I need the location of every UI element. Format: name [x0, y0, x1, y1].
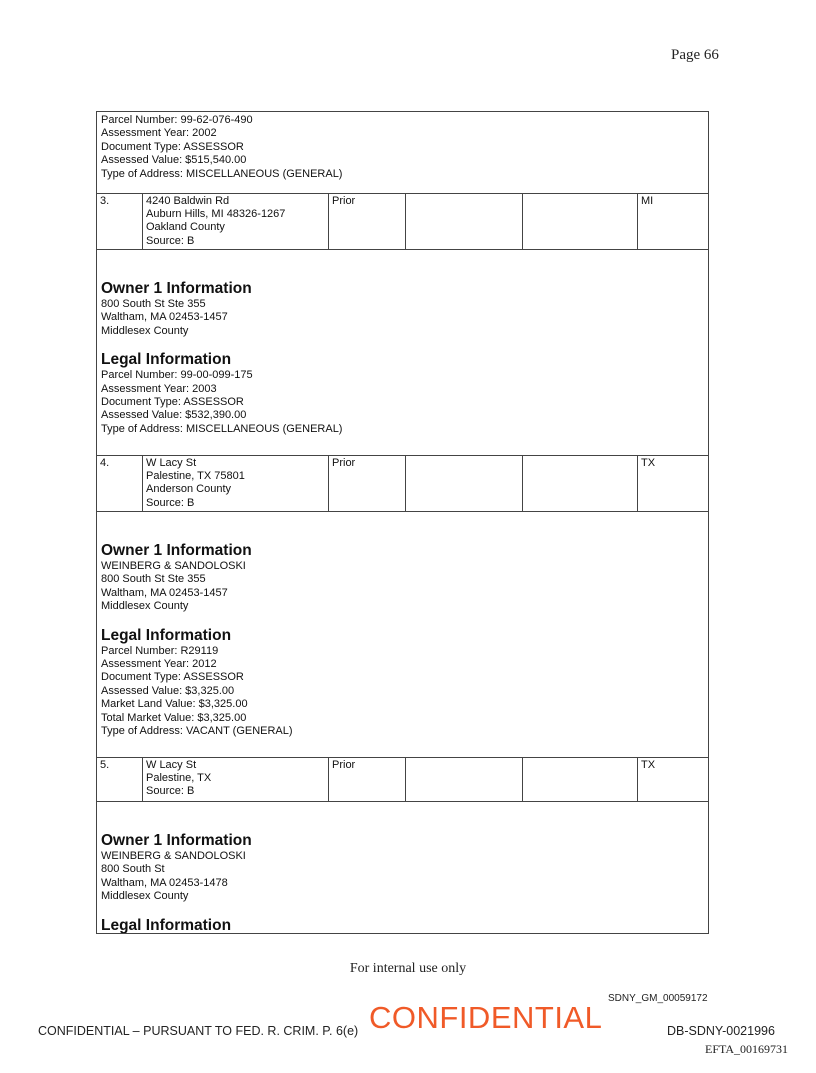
- row-number: 4.: [97, 456, 143, 511]
- record-box: [96, 111, 709, 934]
- legal-line: Type of Address: MISCELLANEOUS (GENERAL): [101, 167, 343, 180]
- legal-line: Parcel Number: R29119: [101, 644, 219, 657]
- state-cell: TX: [641, 457, 656, 469]
- page-number: Page 66: [671, 47, 719, 63]
- internal-use-note: For internal use only: [349, 961, 467, 976]
- owner-line: 800 South St Ste 355: [101, 573, 206, 586]
- state-cell: TX: [641, 759, 656, 771]
- owner-line: 800 South St Ste 355: [101, 298, 206, 310]
- bates-number-db: DB-SDNY-0021996: [667, 1024, 775, 1038]
- status-cell: Prior: [329, 456, 406, 511]
- address-line: 4240 Baldwin Rd: [146, 195, 230, 207]
- address-cell: [143, 194, 329, 249]
- empty-cell: [406, 758, 523, 801]
- owner-line: Middlesex County: [101, 600, 189, 613]
- legal-line: Document Type: ASSESSOR: [101, 140, 244, 153]
- status-cell: Prior: [329, 758, 406, 801]
- legal-line: Document Type: ASSESSOR: [101, 396, 244, 409]
- legal-heading: Legal Information: [101, 626, 232, 644]
- confidential-notice: CONFIDENTIAL – PURSUANT TO FED. R. CRIM. P. 6(e): [38, 1024, 359, 1038]
- address-cell: [143, 456, 329, 511]
- legal-line: Parcel Number: 99-00-099-175: [101, 369, 253, 382]
- address-line: Palestine, TX 75801: [146, 470, 245, 483]
- info-block-4: [97, 512, 708, 757]
- owner-line: Middlesex County: [101, 890, 189, 903]
- address-line: W Lacy St: [146, 759, 197, 771]
- row-number: 5.: [97, 758, 143, 801]
- address-line: Oakland County: [146, 221, 225, 234]
- owner-line: 800 South St: [101, 863, 165, 876]
- legal-line: Document Type: ASSESSOR: [101, 671, 244, 684]
- owner-line: Middlesex County: [101, 324, 189, 337]
- address-line: Source: B: [146, 234, 195, 247]
- legal-line: Assessment Year: 2002: [101, 127, 217, 140]
- owner-heading: Owner 1 Information: [101, 832, 252, 849]
- legal-line: Type of Address: VACANT (GENERAL): [101, 725, 293, 738]
- owner-line: WEINBERG & SANDOLOSKI: [101, 850, 246, 862]
- legal-line: Assessed Value: $532,390.00: [101, 409, 247, 422]
- owner-line: Waltham, MA 02453-1457: [101, 586, 228, 599]
- legal-line: Total Market Value: $3,325.00: [101, 711, 247, 724]
- empty-cell: [523, 758, 638, 801]
- address-line: Anderson County: [146, 483, 231, 496]
- legal-line: Assessment Year: 2003: [101, 382, 217, 395]
- address-row-3: [97, 193, 708, 250]
- status-cell: Prior: [329, 194, 406, 249]
- legal-line: Assessed Value: $3,325.00: [101, 684, 235, 697]
- owner-heading: Owner 1 Information: [101, 542, 252, 559]
- legal-line: Parcel Number: 99-62-076-490: [101, 114, 253, 126]
- address-line: Source: B: [146, 496, 195, 509]
- empty-cell: [406, 456, 523, 511]
- info-block-3: [97, 250, 708, 455]
- state-cell: MI: [641, 195, 654, 207]
- address-line: Auburn Hills, MI 48326-1267: [146, 208, 286, 221]
- efta-number: EFTA_00169731: [705, 1042, 789, 1056]
- owner-heading: Owner 1 Information: [101, 280, 252, 297]
- owner-line: Waltham, MA 02453-1478: [101, 876, 228, 889]
- empty-cell: [523, 456, 638, 511]
- confidential-stamp: CONFIDENTIAL: [369, 1000, 603, 1035]
- legal-heading: Legal Information: [101, 916, 232, 934]
- legal-line: Assessment Year: 2012: [101, 658, 217, 671]
- info-block-5: [97, 802, 708, 934]
- bates-number-gm: SDNY_GM_00059172: [608, 993, 708, 1004]
- owner-line: Waltham, MA 02453-1457: [101, 311, 228, 324]
- legal-line: Assessed Value: $515,540.00: [101, 154, 247, 167]
- empty-cell: [523, 194, 638, 249]
- address-row-5: [97, 757, 708, 802]
- legal-line: Type of Address: MISCELLANEOUS (GENERAL): [101, 422, 343, 435]
- address-row-4: [97, 455, 708, 512]
- owner-line: WEINBERG & SANDOLOSKI: [101, 560, 246, 572]
- address-cell: [143, 758, 329, 801]
- legal-info-block-top: [97, 112, 708, 193]
- legal-heading: Legal Information: [101, 351, 232, 369]
- address-line: Palestine, TX: [146, 772, 212, 785]
- row-number: 3.: [97, 194, 143, 249]
- empty-cell: [406, 194, 523, 249]
- legal-line: Market Land Value: $3,325.00: [101, 698, 248, 711]
- address-line: Source: B: [146, 785, 195, 798]
- address-line: W Lacy St: [146, 457, 197, 469]
